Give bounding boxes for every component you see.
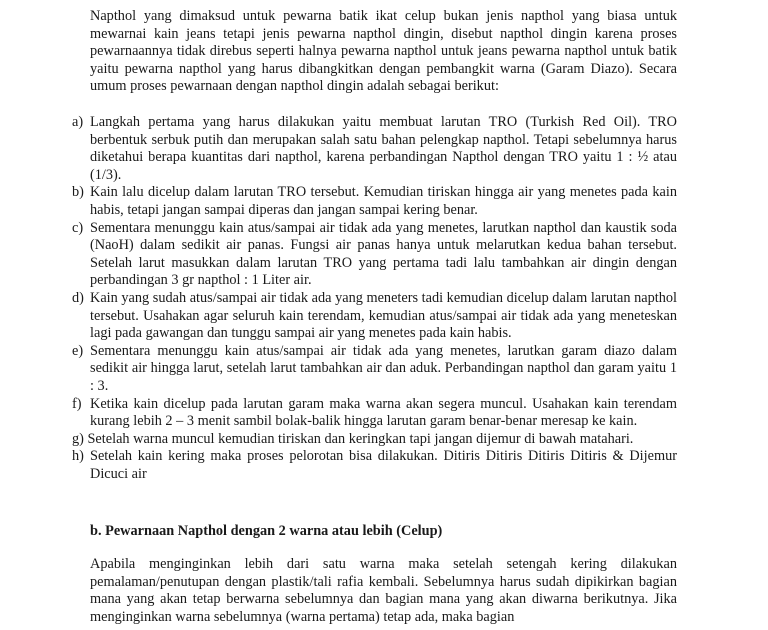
list-item: [72, 431, 677, 449]
list-item-marker: b): [72, 184, 84, 201]
list-item-text: Ketika kain dicelup pada larutan garam maka warna akan segera muncul. Usahakan kain terendam kurang lebih 2 – 3 menit sambil bolak-balik hingga larutan garam benar-benar meresap ke kain.: [90, 395, 677, 430]
list-item-text: Sementara menunggu kain atus/sampai air tidak ada yang menetes, larutkan garam diazo dalam sedikit air hingga larut, setelah larut tambahkan air dan aduk. Perbandingan napthol dan garam yaitu 1 : 3.: [90, 342, 677, 394]
list-item-marker: e): [72, 342, 84, 359]
section-paragraph: Apabila menginginkan lebih dari satu warna maka setelah setengah kering dilakukan pemalaman/penutupan dengan plastik/tali rafia kembali. Sebelumnya harus sudah dipikirkan bagian mana yang akan tetap berwarna sebelumnya dan bagian mana yang akan diwarna berikutnya. Jika menginginkan warna sebelumnya (warna pertama) tetap ada, maka bagian: [90, 556, 677, 625]
list-item-text: Kain lalu dicelup dalam larutan TRO tersebut. Kemudian tiriskan hingga air yang menetes pada kain habis, tetapi jangan sampai diperas dan jangan sampai kering benar.: [90, 184, 677, 218]
list-item: [72, 114, 677, 184]
list-item: [72, 220, 677, 290]
section-heading: b. Pewarnaan Napthol dengan 2 warna atau lebih (Celup): [90, 523, 443, 539]
list-item-marker: d): [72, 289, 84, 306]
list-item: [72, 290, 677, 343]
list-item-text: Kain yang sudah atus/sampai air tidak ada yang meneters tadi kemudian dicelup dalam larutan napthol tersebut. Usahakan agar seluruh kain terendam, kemudian atus/sampai air tidak ada yang meneteskan lagi pada gawangan dan tunggu sampai air yang menetes pada kain habis.: [90, 289, 677, 342]
list-item: [72, 184, 677, 219]
list-item-marker: c): [72, 219, 84, 236]
list-item-text: Sementara menunggu kain atus/sampai air tidak ada yang menetes, larutkan napthol dan kaustik soda (NaoH) dalam sedikit air panas. Fungsi air panas hanya untuk melarutkan kedua bahan tersebut. Setelah larut masukkan dalam larutan TRO yang pertama tadi lalu tambahkan air dingin dengan perbandingan 3 gr napthol : 1 Liter air.: [90, 219, 677, 289]
list-item-marker: a): [72, 114, 84, 130]
list-item-text: Setelah kain kering maka proses pelorotan bisa dilakukan. Ditiris Ditiris Ditiris Ditiris & Dijemur Dicuci air: [90, 448, 677, 482]
process-steps-list: [72, 114, 677, 483]
list-item-text: Langkah pertama yang harus dilakukan yaitu membuat larutan TRO (Turkish Red Oil). TRO berbentuk serbuk putih dan merupakan salah satu bahan pelengkap napthol. Tetapi sebelumnya harus diketahui berapa kuantitas dari napthol, karena perbandingan Napthol dengan TRO yaitu 1 : ½ atau (1/3).: [90, 114, 677, 183]
list-item-marker: g): [72, 430, 88, 447]
list-item: [72, 448, 677, 483]
list-item: [72, 396, 677, 431]
list-item-text: Setelah warna muncul kemudian tiriskan dan keringkan tapi jangan dijemur di bawah matahari.: [87, 430, 634, 447]
intro-paragraph: Napthol yang dimaksud untuk pewarna batik ikat celup bukan jenis napthol yang biasa untuk mewarnai kain jeans tetapi jenis pewarna napthol dingin, disebut napthol dingin karena proses pewarnaannya tidak direbus seperti halnya pewarna napthol untuk jeans pewarna napthol untuk batik yaitu pewarna napthol yang harus dibangkitkan dengan pembangkit warna (Garam Diazo). Secara umum proses pewarnaan dengan napthol dingin adalah sebagai berikut:: [90, 8, 677, 95]
list-item-marker: h): [72, 448, 84, 465]
list-item-marker: f): [72, 395, 82, 412]
list-item: [72, 343, 677, 396]
